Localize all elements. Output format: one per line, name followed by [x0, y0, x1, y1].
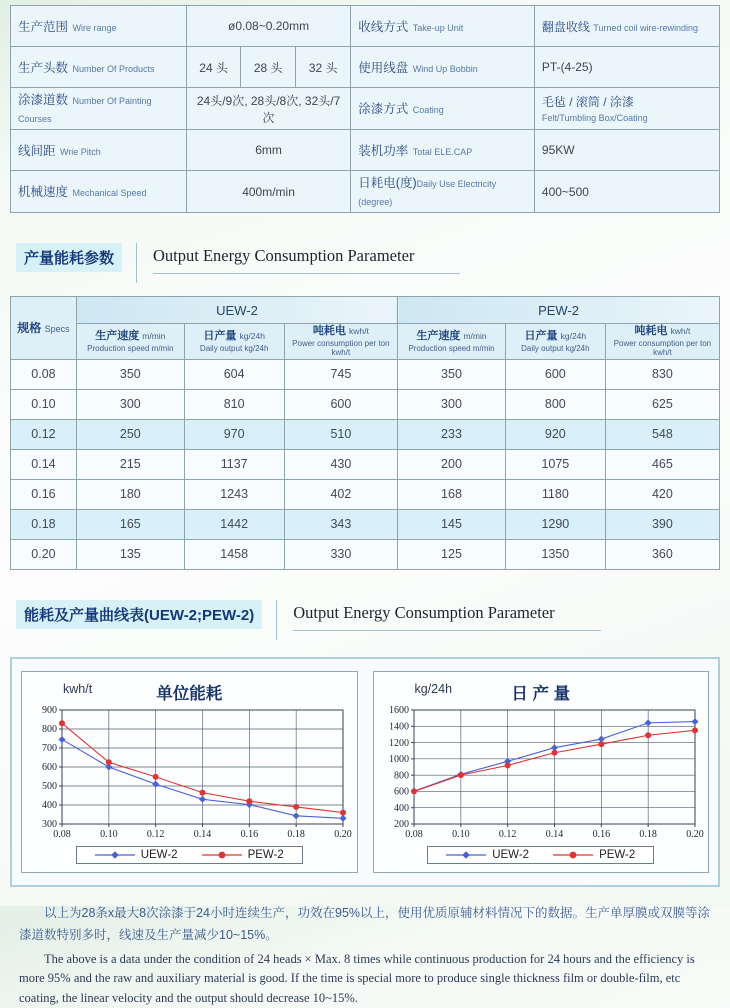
value-total-ele-cap: 95KW [534, 130, 719, 171]
legend-item-PEW-2 [553, 849, 635, 861]
value-zh: 翻盘收线 [541, 19, 590, 34]
group-header-row [11, 297, 720, 324]
value-cell: 465 [605, 449, 719, 479]
value-cell: 1137 [184, 449, 284, 479]
svg-text:900: 900 [42, 705, 58, 717]
svg-text:1000: 1000 [388, 753, 409, 765]
label-daily-electricity [351, 171, 535, 213]
label-en: Total ELE.CAP [412, 146, 473, 157]
value-cell: 350 [76, 359, 184, 389]
value-cell: 135 [76, 539, 184, 569]
svg-text:0.20: 0.20 [334, 828, 352, 840]
value-cell: 510 [284, 419, 397, 449]
label-en: Number Of Painting Courses [18, 96, 152, 124]
specs-zh: 规格 [17, 321, 42, 336]
spec-cell: 0.08 [11, 359, 77, 389]
chart-legend [25, 846, 354, 865]
svg-text:400: 400 [393, 802, 409, 814]
label-en: Coating [412, 105, 444, 115]
label-zh: 线间距 [18, 143, 56, 158]
output-row-0.12 [11, 419, 720, 449]
label-wire-range [11, 6, 187, 47]
value-painting-courses: 24头/9次, 28头/8次, 32头/7次 [186, 88, 350, 130]
label-en: Number Of Products [72, 63, 155, 74]
chart-title: 日 产 量 [511, 684, 571, 703]
output-row-0.08 [11, 359, 720, 389]
label-zh: 装机功率 [358, 143, 409, 158]
label-wire-pitch [11, 130, 187, 171]
label-wind-up-bobbin [351, 47, 535, 88]
value-cell: 810 [184, 389, 284, 419]
value-heads-32: 32 头 [295, 47, 350, 88]
spec-row-products [11, 47, 720, 88]
svg-text:0.18: 0.18 [639, 828, 657, 840]
value-cell: 745 [284, 359, 397, 389]
label-en: Mechanical Speed [72, 188, 147, 198]
value-cell: 600 [505, 359, 605, 389]
label-total-ele-cap [351, 130, 535, 171]
section-heading-curves [16, 600, 714, 640]
label-en: Wire range [72, 22, 117, 33]
svg-text:0.12: 0.12 [498, 828, 517, 840]
spec-cell: 0.10 [11, 389, 77, 419]
svg-text:600: 600 [393, 786, 409, 798]
value-cell: 548 [605, 419, 719, 449]
value-daily-electricity: 400~500 [534, 171, 719, 213]
section-title-en-wrap [136, 243, 460, 283]
spec-cell: 0.16 [11, 479, 77, 509]
label-zh: 使用线盘 [358, 60, 409, 75]
svg-text:200: 200 [393, 819, 409, 831]
section-title-en-wrap [276, 600, 600, 640]
output-row-0.14 [11, 449, 720, 479]
footnote-zh: 以上为28条x最大8次涂漆于24小时连续生产，功效在95%以上，使用优质原辅材料情况下的数据。生产单厚膜或双膜等涂漆道数特别多时，线速及生产量减少10~15%。 [19, 905, 711, 943]
value-cell: 625 [605, 389, 719, 419]
label-zh: 生产头数 [18, 60, 69, 75]
charts-container [10, 657, 720, 887]
value-cell: 600 [284, 389, 397, 419]
svg-text:0.08: 0.08 [405, 828, 423, 840]
svg-text:1400: 1400 [388, 721, 409, 733]
value-cell: 250 [76, 419, 184, 449]
value-heads-24: 24 头 [186, 47, 241, 88]
legend-marker-icon [202, 850, 242, 860]
chart-title: 单位能耗 [156, 684, 223, 703]
label-zh: 涂漆方式 [358, 102, 409, 116]
value-cell: 1458 [184, 539, 284, 569]
svg-text:0.16: 0.16 [592, 828, 610, 840]
group-header-uew2: UEW-2 [76, 297, 397, 324]
label-take-up-unit [351, 6, 535, 47]
section-title-en: Output Energy Consumption Parameter [293, 600, 600, 631]
value-cell: 125 [398, 539, 506, 569]
chart-header [25, 677, 354, 704]
value-cell: 300 [76, 389, 184, 419]
svg-text:0.08: 0.08 [53, 828, 71, 840]
value-cell: 1442 [184, 509, 284, 539]
svg-text:300: 300 [42, 819, 58, 831]
legend-label: UEW-2 [492, 848, 530, 861]
svg-text:0.14: 0.14 [194, 828, 212, 840]
output-row-0.16 [11, 479, 720, 509]
col-header-power-consumption: 吨耗电 kwh/t Power consumption per ton kwh/t [605, 324, 719, 360]
spec-row-wire-range [11, 6, 720, 47]
svg-text:600: 600 [42, 762, 58, 774]
label-zh: 涂漆道数 [18, 93, 69, 107]
value-cell: 300 [398, 389, 506, 419]
legend-label: PEW-2 [247, 848, 284, 861]
section-heading-parameters [16, 243, 714, 283]
chart-daily-output [373, 671, 710, 873]
label-zh: 机械速度 [18, 185, 69, 199]
svg-text:800: 800 [42, 724, 58, 736]
specs-header [11, 297, 77, 360]
chart-header [377, 677, 706, 704]
spec-row-wire-pitch [11, 130, 720, 171]
value-cell: 970 [184, 419, 284, 449]
legend-label: PEW-2 [599, 848, 636, 861]
value-cell: 233 [398, 419, 506, 449]
value-mechanical-speed: 400m/min [186, 171, 350, 213]
spec-cell: 0.18 [11, 509, 77, 539]
svg-text:500: 500 [42, 781, 58, 793]
chart-unit-energy [21, 671, 358, 873]
line-plot-daily-output [378, 704, 704, 842]
value-wire-range: ø0.08~0.20mm [186, 6, 350, 47]
value-cell: 1180 [505, 479, 605, 509]
svg-text:700: 700 [42, 743, 58, 755]
label-painting-courses [11, 88, 187, 130]
col-header-production-speed: 生产速度 m/min Production speed m/min [398, 324, 506, 360]
value-cell: 200 [398, 449, 506, 479]
section-title-zh: 产量能耗参数 [16, 243, 122, 272]
value-cell: 165 [76, 509, 184, 539]
label-zh: 日耗电(度) [358, 176, 417, 190]
spec-cell: 0.12 [11, 419, 77, 449]
value-cell: 215 [76, 449, 184, 479]
legend-marker-icon [553, 850, 593, 860]
label-zh: 生产范围 [18, 19, 69, 34]
value-en: Felt/Tumbling Box/Coating [541, 113, 648, 123]
col-header-daily-output: 日产量 kg/24h Daily output kg/24h [184, 324, 284, 360]
section-title-en: Output Energy Consumption Parameter [153, 243, 460, 274]
chart-unit-label: kwh/t [63, 681, 93, 696]
svg-text:0.10: 0.10 [451, 828, 470, 840]
svg-text:0.10: 0.10 [100, 828, 118, 840]
value-take-up-unit [534, 6, 719, 47]
value-cell: 830 [605, 359, 719, 389]
label-number-of-products [11, 47, 187, 88]
value-heads-28: 28 头 [241, 47, 296, 88]
value-cell: 390 [605, 509, 719, 539]
svg-text:800: 800 [393, 770, 409, 782]
legend-marker-icon [95, 850, 135, 860]
value-cell: 1290 [505, 509, 605, 539]
svg-text:0.16: 0.16 [240, 828, 259, 840]
label-mechanical-speed [11, 171, 187, 213]
specs-en: Specs [44, 324, 70, 335]
label-en: Take-up Unit [412, 22, 464, 33]
value-cell: 343 [284, 509, 397, 539]
label-en: Wrie Pitch [59, 146, 101, 157]
footnote-en: The above is a data under the condition of 24 heads × Max. 8 times while continuous production for 24 hours and the efficiency is more 95% and the raw and auxiliary material is good. If the time is special more to produce single thickness film or double-film, etc coating, the linear velocity and the output should decrease 10~15%. [19, 951, 695, 1005]
spec-cell: 0.20 [11, 539, 77, 569]
value-cell: 420 [605, 479, 719, 509]
col-header-power-consumption: 吨耗电 kwh/t Power consumption per ton kwh/t [284, 324, 397, 360]
value-cell: 430 [284, 449, 397, 479]
chart-unit-label: kg/24h [414, 681, 453, 696]
col-header-daily-output: 日产量 kg/24h Daily output kg/24h [505, 324, 605, 360]
svg-text:400: 400 [42, 800, 58, 812]
svg-text:0.14: 0.14 [545, 828, 563, 840]
value-cell: 330 [284, 539, 397, 569]
group-header-pew2: PEW-2 [398, 297, 720, 324]
svg-text:0.18: 0.18 [287, 828, 306, 840]
svg-text:1200: 1200 [388, 737, 409, 749]
legend-label: UEW-2 [140, 848, 178, 861]
value-cell: 402 [284, 479, 397, 509]
label-en: Daily Use Electricity (degree) [358, 179, 497, 207]
label-zh: 收线方式 [358, 19, 409, 34]
col-header-production-speed: 生产速度 m/min Production speed m/min [76, 324, 184, 360]
value-cell: 360 [605, 539, 719, 569]
value-wind-up-bobbin: PT-(4-25) [534, 47, 719, 88]
output-energy-table [10, 296, 720, 570]
sub-header-row [11, 324, 720, 360]
legend-item-UEW-2 [446, 849, 529, 861]
output-row-0.10 [11, 389, 720, 419]
output-row-0.20 [11, 539, 720, 569]
label-coating [351, 88, 535, 130]
spec-row-painting-courses [11, 88, 720, 130]
value-cell: 1075 [505, 449, 605, 479]
svg-text:0.20: 0.20 [686, 828, 704, 840]
spec-cell: 0.14 [11, 449, 77, 479]
legend-item-UEW-2 [95, 849, 178, 861]
value-cell: 145 [398, 509, 506, 539]
value-wire-pitch: 6mm [186, 130, 350, 171]
value-zh: 毛毡 / 滚筒 / 涂漆 [541, 95, 634, 109]
legend-item-PEW-2 [202, 849, 284, 861]
value-cell: 1243 [184, 479, 284, 509]
spec-row-mechanical-speed [11, 171, 720, 213]
label-en: Wind Up Bobbin [412, 63, 478, 74]
value-cell: 920 [505, 419, 605, 449]
value-coating [534, 88, 719, 130]
value-cell: 1350 [505, 539, 605, 569]
chart-legend [377, 846, 706, 865]
value-cell: 168 [398, 479, 506, 509]
output-row-0.18 [11, 509, 720, 539]
value-cell: 800 [505, 389, 605, 419]
value-en: Turned coil wire-rewinding [593, 22, 698, 33]
svg-text:1600: 1600 [388, 705, 409, 717]
line-plot-unit-energy [26, 704, 352, 842]
section-title-zh: 能耗及产量曲线表(UEW-2;PEW-2) [16, 600, 262, 629]
svg-text:0.12: 0.12 [147, 828, 165, 840]
spec-table [10, 5, 720, 213]
value-cell: 180 [76, 479, 184, 509]
legend-marker-icon [446, 850, 486, 860]
value-cell: 350 [398, 359, 506, 389]
value-cell: 604 [184, 359, 284, 389]
